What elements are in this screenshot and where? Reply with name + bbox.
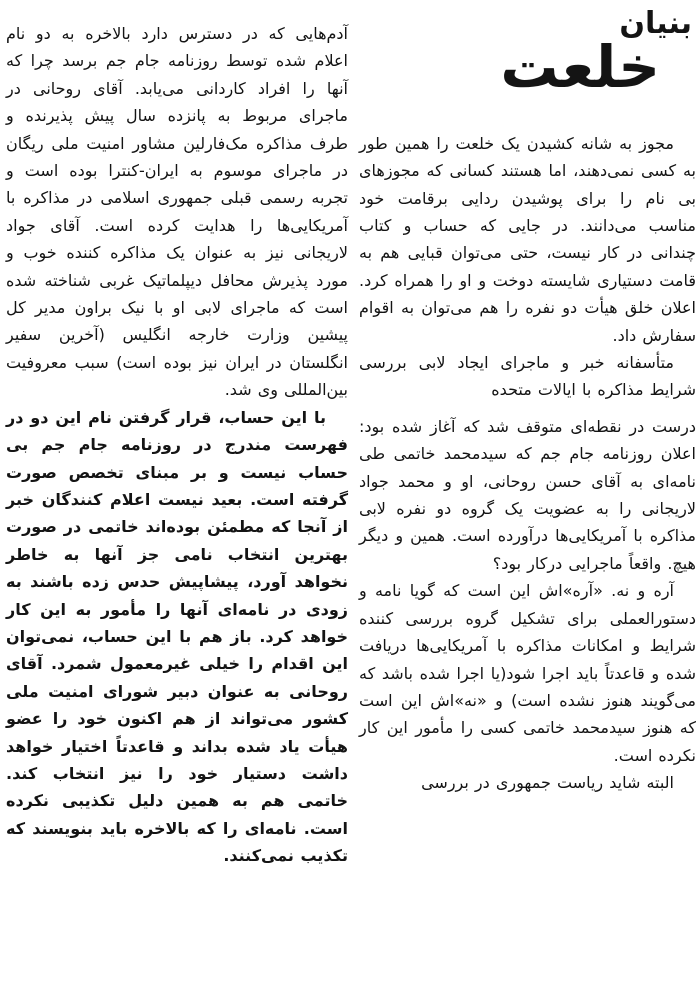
- paragraph-right-4: آره و نه. «آره»اش این است که گویا نامه و دستورالعملی برای تشکیل گروه بررسی کننده شرایط و امکانات مذاکره با آمریکایی‌ها دریافت شده و قاعدتاً باید اجرا شود(یا اجرا شده باشد که می‌گویند هنوز نشده است) و «نه»اش این است که هنوز سیدمحمد خاتمی کسی را مأمور این کار نکرده است.: [359, 581, 696, 765]
- right-column-body: [359, 130, 696, 797]
- paragraph-right-3: درست در نقطه‌ای متوقف شد که آغاز شده بود: اعلان روزنامه جام جم که سیدمحمد خاتمی طی نامه‌ای به آقای حسن روحانی، او و محمد جواد لاریجانی را به عضویت یک گروه دو نفره لابی مذاکره با آمریکایی‌ها درآورده است. همین و دیگر هیچ. واقعاً ماجرایی درکار بود؟: [359, 416, 696, 573]
- paragraph-right-2: متأسفانه خبر و ماجرای ایجاد لابی بررسی شرایط مذاکره با ایالات متحده: [359, 353, 696, 400]
- article-kicker: بنیان: [619, 6, 692, 41]
- article-headline: خلعت: [500, 33, 660, 101]
- paragraph-right-1: مجوز به شانه کشیدن یک خلعت را همین طور به کسی نمی‌دهند، اما هستند کسانی که مجوزهای بی نام را برای پوشیدن ردایی برقامت خود مناسب می‌دانند. در جایی که حساب و کتاب چندانی در کار نیست، حتی می‌توان قبایی هم به قامت دستیاری شایسته دوخت و او را همراه کرد. اعلان خلق هیأت دو نفره را هم می‌توان به اقوام سفارش داد.: [359, 133, 696, 345]
- right-column: [359, 0, 696, 797]
- left-column-body: [6, 20, 348, 870]
- paragraph-left-1: آدم‌هایی که در دسترس دارد بالاخره به دو نام اعلام شده توسط روزنامه جام جم برسد چرا که آنها را افراد کاردانی می‌یابد. آقای روحانی در ماجرای مربوط به پانزده سال پیش پذیرنده و طرف مذاکره مک‌فارلین مشاور امنیت ملی ریگان در ماجرای موسوم به ایران-کنترا بوده است و تجربه رسمی قبلی جمهوری اسلامی در مذاکره با آمریکایی‌ها را هدایت کرده است. آقای جواد لاریجانی نیز به عنوان یک مذاکره کننده خوب و مورد پذیرش محافل دیپلماتیک غربی شناخته شده است که ماجرای لابی او با نیک براون مدیر کل پیشین وزارت خارجه انگلیس (آخرین سفیر انگلستان در ایران نیز بوده است) سبب معروفیت بین‌المللی وی شد.: [6, 24, 348, 400]
- paragraph-left-2: با این حساب، قرار گرفتن نام این دو در فهرست مندرج در روزنامه جام جم بی حساب نیست و بر مبنای تخصص صورت گرفته است. بعید نیست اعلام کنندگان خبر از آنجا که مطمئن بوده‌اند خاتمی در صورت بهترین انتخاب نامی جز آنها به خاطر نخواهد آورد، پیشاپیش حدس زده باشند به زودی در نامه‌ای آنها را مأمور به این کار خواهد کرد. باز هم با این حساب، نمی‌توان این اقدام را خیلی غیرمعمول شمرد. آقای روحانی به عنوان دبیر شورای امنیت ملی کشور می‌تواند از هم اکنون خود را عضو هیأت یاد شده بداند و قاعدتاً اختیار خواهد داشت دستیار خود را نیز انتخاب کند. خاتمی هم به همین دلیل تکذیبی نکرده است. نامه‌ای را که بالاخره باید بنویسند که تکذیب نمی‌کنند.: [6, 407, 348, 866]
- left-column: [6, 20, 348, 870]
- paragraph-right-5: البته شاید ریاست جمهوری در بررسی: [421, 773, 674, 793]
